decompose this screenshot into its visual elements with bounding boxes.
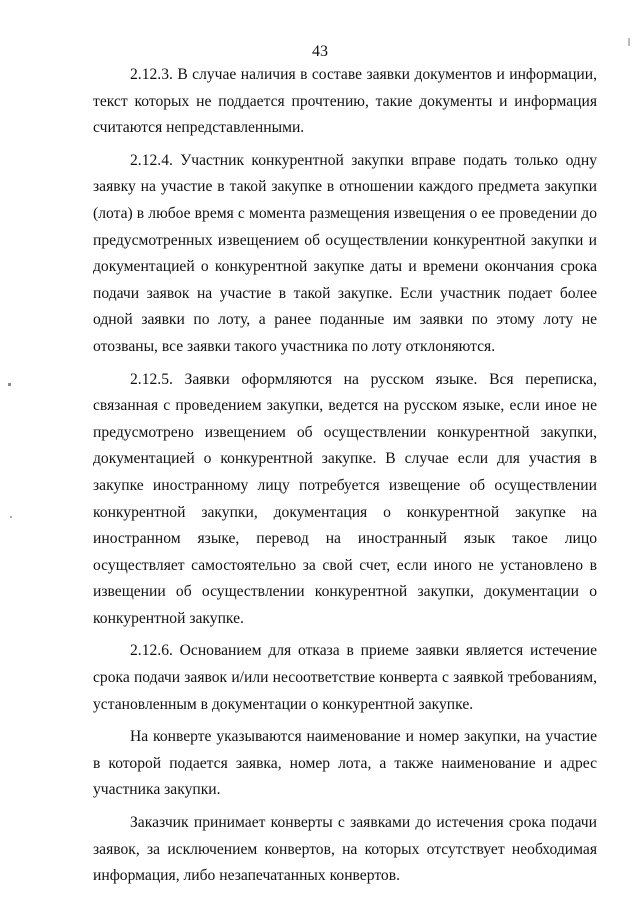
paragraph-2-12-3: 2.12.3. В случае наличия в составе заявки документов и информации, текст которых не поддается прочтению, такие документы и информация считаются непредставленными.	[93, 66, 597, 137]
paragraph-envelope-info: На конверте указываются наименование и номер закупки, на участие в которой подается заявка, номер лота, а также наименование и адрес участника закупки.	[93, 728, 597, 799]
paragraph-acceptance: Заказчик принимает конверты с заявками до истечения срока подачи заявок, за исключением конвертов, на которых отсутствует необходимая информация, либо незапечатанных конвертов.	[93, 814, 597, 885]
paragraph-2-12-6: 2.12.6. Основанием для отказа в приеме заявки является истечение срока подачи заявок и/или несоответствие конверта с заявкой требованиям, установленным в документации о конкурентной закупке.	[93, 642, 597, 713]
paragraph-2-12-5: 2.12.5. Заявки оформляются на русском языке. Вся переписка, связанная с проведением закупки, ведется на русском языке, если иное не предусмотрено извещением об осуществлении конкурентной закупки, документацией о конкурентной закупке. В случае если для участия в закупке иностранному лицу потребуется извещение об осуществлении конкурентной закупки, документация о конкурентной закупке на иностранном языке, перевод на иностранный язык такое лицо осуществляет самостоятельно за свой счет, если иного не установлено в извещении об осуществлении конкурентной закупки, документации о конкурентной закупке.	[93, 370, 597, 627]
scan-mark	[8, 383, 11, 386]
scan-mark	[10, 516, 12, 518]
document-body	[93, 62, 597, 896]
page-number: 43	[312, 43, 328, 60]
scan-mark	[628, 38, 630, 46]
paragraph-2-12-4: 2.12.4. Участник конкурентной закупки вправе подать только одну заявку на участие в такой закупке в отношении каждого предмета закупки (лота) в любое время с момента размещения извещения о ее проведении до предусмотренных извещением об осуществлении конкурентной закупки и документацией о конкурентной закупке даты и времени окончания срока подачи заявок на участие в такой закупке. Если участник подает более одной заявки по лоту, а ранее поданные им заявки по этому лоту не отозваны, все заявки такого участника по лоту отклоняются.	[93, 151, 597, 355]
